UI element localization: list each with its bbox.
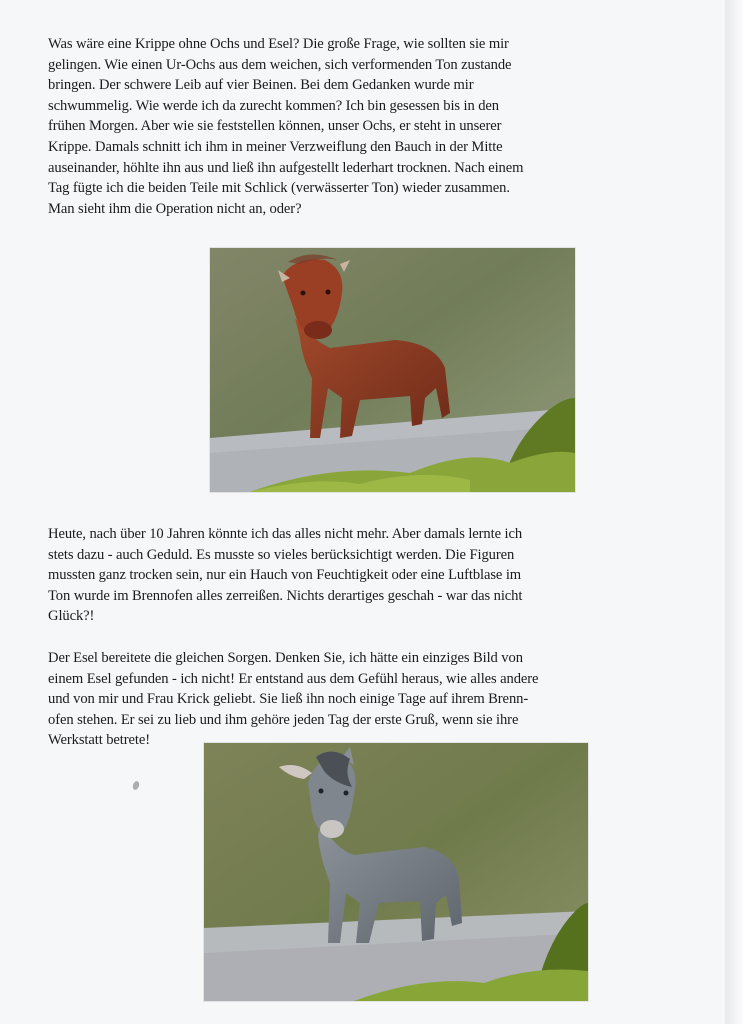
page-edge	[725, 0, 743, 1024]
ox-figurine-photo	[210, 248, 575, 492]
paragraph-donkey-story: Der Esel bereitete die gleichen Sorgen. Denken Sie, ich hätte ein einziges Bild von einem Esel gefunden - ich nicht! Er entstand aus dem Gefühl heraus, wie alles andere und von mir und Frau Krick geliebt. Sie ließ ihn noch einige Tage auf ihrem Brenn- ofen stehen. Er sei zu lieb und ihm gehöre jeden Tag der erste Gruß, wenn sie ihre Werkstatt betrete!	[48, 650, 539, 749]
paragraph-firing-patience: Heute, nach über 10 Jahren könnte ich das alles nicht mehr. Aber damals lernte ich stets dazu - auch Geduld. Es musste so vieles berücksichtigt werden. Die Figuren mussten ganz trocken sein, nur ein Hauch von Feuchtigkeit oder eine Luftblase im Ton wurde im Brennofen alles zerreißen. Nichts derartiges geschah - war das nicht Glück?!	[48, 526, 523, 625]
paragraph-ox-story: Was wäre eine Krippe ohne Ochs und Esel? Die große Frage, wie sollten sie mir gelingen. Wie einen Ur-Ochs aus dem weichen, sich verformenden Ton zustande bringen. Der schwere Leib auf vier Beinen. Bei dem Gedanken wurde mir schwummelig. Wie werde ich da zurecht kommen? Ich bin gesessen bis in den frühen Morgen. Aber wie sie feststellen können, unser Ochs, er steht in unserer Krippe. Damals schnitt ich ihm in meiner Verzweiflung den Bauch in der Mitte auseinander, höhlte ihn aus und ließ ihn aufgestellt lederhart trocknen. Nach einem Tag fügte ich die beiden Teile mit Schlick (verwässerter Ton) wieder zusammen. Man sieht ihm die Operation nicht an, oder?	[48, 36, 524, 217]
ox-figurine-illustration	[210, 248, 575, 492]
donkey-figurine-illustration	[204, 743, 588, 1001]
donkey-figurine-photo	[204, 743, 588, 1001]
